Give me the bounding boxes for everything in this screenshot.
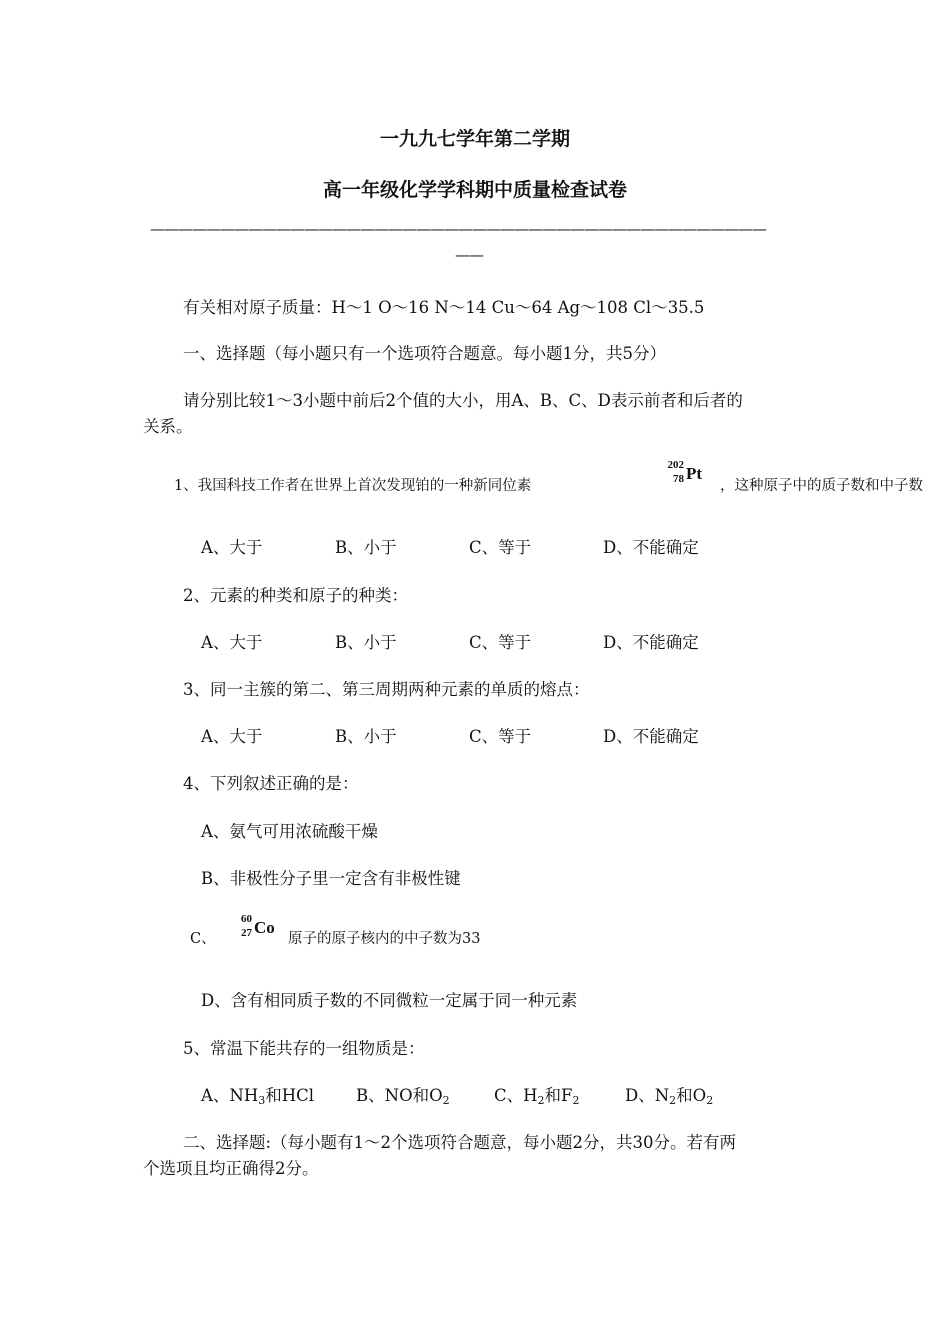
q5-option-d: D、$N_2$和$O_2$ [625, 1086, 714, 1107]
divider-line-tail: —— [455, 246, 483, 264]
nuclide-co-mass: 60 [241, 913, 252, 925]
q1-option-a: A、大于 [201, 538, 263, 557]
nuclide-pt-atomic: 78 [673, 473, 684, 485]
q5-option-a: A、$NH_3$和HCl [201, 1086, 315, 1107]
title-exam: 高一年级化学学科期中质量检查试卷 [322, 179, 627, 201]
q2-option-c: C、等于 [469, 633, 532, 652]
instruction-line2: 关系。 [143, 417, 193, 436]
q3-option-b: B、小于 [335, 727, 397, 746]
q1-option-c: C、等于 [469, 538, 532, 557]
q2-option-d: D、不能确定 [603, 633, 699, 652]
section2-line2: 个选项且均正确得2分。 [143, 1159, 319, 1178]
title-term: 一九九七学年第二学期 [379, 128, 570, 150]
q4-option-b: B、非极性分子里一定含有非极性键 [201, 869, 461, 888]
q1-text-after: ，这种原子中的质子数和中子数 [720, 478, 923, 494]
nuclide-pt-mass: 202 [667, 459, 684, 471]
q5-option-b: B、NO和$O_2$ [356, 1086, 450, 1107]
nuclide-co-symbol: Co [254, 918, 275, 937]
q3-option-c: C、等于 [469, 727, 532, 746]
q4-text: 4、下列叙述正确的是： [183, 774, 359, 793]
nuclide-co [232, 914, 288, 944]
section2-line1: 二、选择题:（每小题有1～2个选项符合题意，每小题2分，共30分。若有两 [183, 1133, 737, 1152]
q2-option-b: B、小于 [335, 633, 397, 652]
q4-option-a: A、氨气可用浓硫酸干燥 [201, 822, 378, 841]
q3-option-a: A、大于 [201, 727, 263, 746]
q4-option-c-text: 原子的原子核内的中子数为33 [288, 931, 481, 947]
nuclide-pt-symbol: Pt [686, 464, 703, 483]
nuclide-pt [660, 460, 720, 490]
q5-text: 5、常温下能共存的一组物质是： [183, 1039, 425, 1058]
q3-option-d: D、不能确定 [603, 727, 699, 746]
section1-title: 一、选择题（每小题只有一个选项符合题意。每小题1分，共5分） [183, 344, 666, 363]
q4-option-c-label: C、 [190, 931, 216, 947]
q4-option-d: D、含有相同质子数的不同微粒一定属于同一种元素 [201, 991, 578, 1010]
divider-line: ———————————————————————————————————————————— [150, 220, 766, 238]
q2-text: 2、元素的种类和原子的种类： [183, 586, 408, 605]
nuclide-co-atomic: 27 [241, 927, 252, 939]
q1-option-d: D、不能确定 [603, 538, 699, 557]
q3-text: 3、同一主簇的第二、第三周期两种元素的单质的熔点： [183, 680, 590, 699]
q1-text: 1、我国科技工作者在世界上首次发现铂的一种新同位素 [174, 478, 532, 494]
q1-option-b: B、小于 [335, 538, 397, 557]
q2-option-a: A、大于 [201, 633, 263, 652]
instruction-line1: 请分别比较1～3小题中前后2个值的大小，用A、B、C、D表示前者和后者的 [183, 391, 743, 410]
q5-option-c: C、$H_2$和$F_2$ [494, 1086, 580, 1107]
atomic-masses: 有关相对原子质量：H～1 O～16 N～14 Cu～64 Ag～108 Cl～35.5 [183, 298, 705, 317]
